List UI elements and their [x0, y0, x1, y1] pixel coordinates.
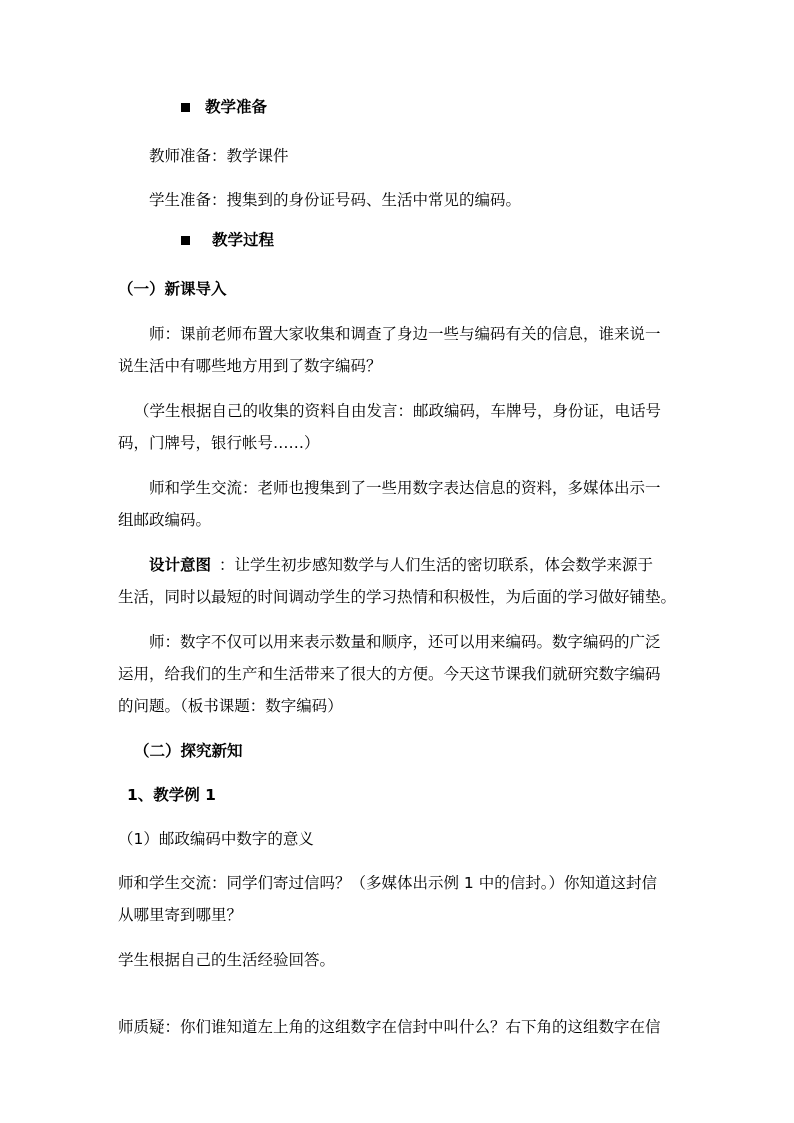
teacher-prep-text: 教师准备：教学课件 [149, 147, 289, 165]
part2-paragraph2: 学生根据自己的生活经验回答。 [118, 951, 336, 969]
part2-paragraph1-line2: 从哪里寄到哪里？ [118, 906, 243, 924]
design-intent-text: ：让学生初步感知数学与人们生活的密切联系，体会数学来源于 [219, 556, 654, 574]
part2-paragraph1-line1: 师和学生交流：同学们寄过信吗？（多媒体出示例 1 中的信封。）你知道这封信 [118, 874, 657, 892]
part1-paragraph3-line2: 组邮政编码。 [118, 511, 212, 529]
part2-heading: （二）探究新知 [134, 742, 243, 760]
section-title-teaching-prep: 教学准备 [205, 98, 268, 116]
design-intent-line1 [149, 555, 653, 575]
part1-paragraph4-line3: 的问题。（板书课题：数字编码） [118, 697, 343, 715]
example1-heading: 1、教学例 1 [127, 786, 216, 804]
part1-paragraph3-line1: 师和学生交流：老师也搜集到了一些用数字表达信息的资料，多媒体出示一 [149, 479, 661, 497]
part2-paragraph3-line1: 师质疑：你们谁知道左上角的这组数字在信封中叫什么？右下角的这组数字在信 [118, 1018, 661, 1036]
part1-paragraph2-line2: 码，门牌号，银行帐号……） [118, 434, 320, 452]
part1-heading: （一）新课导入 [118, 280, 227, 298]
section-title-teaching-process: 教学过程 [212, 231, 275, 249]
part1-paragraph4-line1: 师：数字不仅可以用来表示数量和顺序，还可以用来编码。数字编码的广泛 [149, 633, 661, 651]
part1-paragraph1-line1: 师：课前老师布置大家收集和调查了身边一些与编码有关的信息，谁来说一 [149, 325, 661, 343]
subsection1-heading: （1）邮政编码中数字的意义 [118, 830, 314, 848]
square-bullet-icon [181, 103, 190, 112]
part1-paragraph2-line1: （学生根据自己的收集的资料自由发言：邮政编码，车牌号，身份证，电话号 [134, 402, 662, 420]
part1-paragraph1-line2: 说生活中有哪些地方用到了数字编码？ [118, 357, 382, 375]
design-intent-label: 设计意图 [149, 556, 212, 574]
design-intent-line2: 生活，同时以最短的时间调动学生的学习热情和积极性，为后面的学习做好铺垫。 [118, 588, 677, 606]
part1-paragraph4-line2: 运用，给我们的生产和生活带来了很大的方便。今天这节课我们就研究数字编码 [118, 665, 661, 683]
student-prep-text: 学生准备：搜集到的身份证号码、生活中常见的编码。 [149, 191, 522, 209]
square-bullet-icon [181, 236, 190, 245]
